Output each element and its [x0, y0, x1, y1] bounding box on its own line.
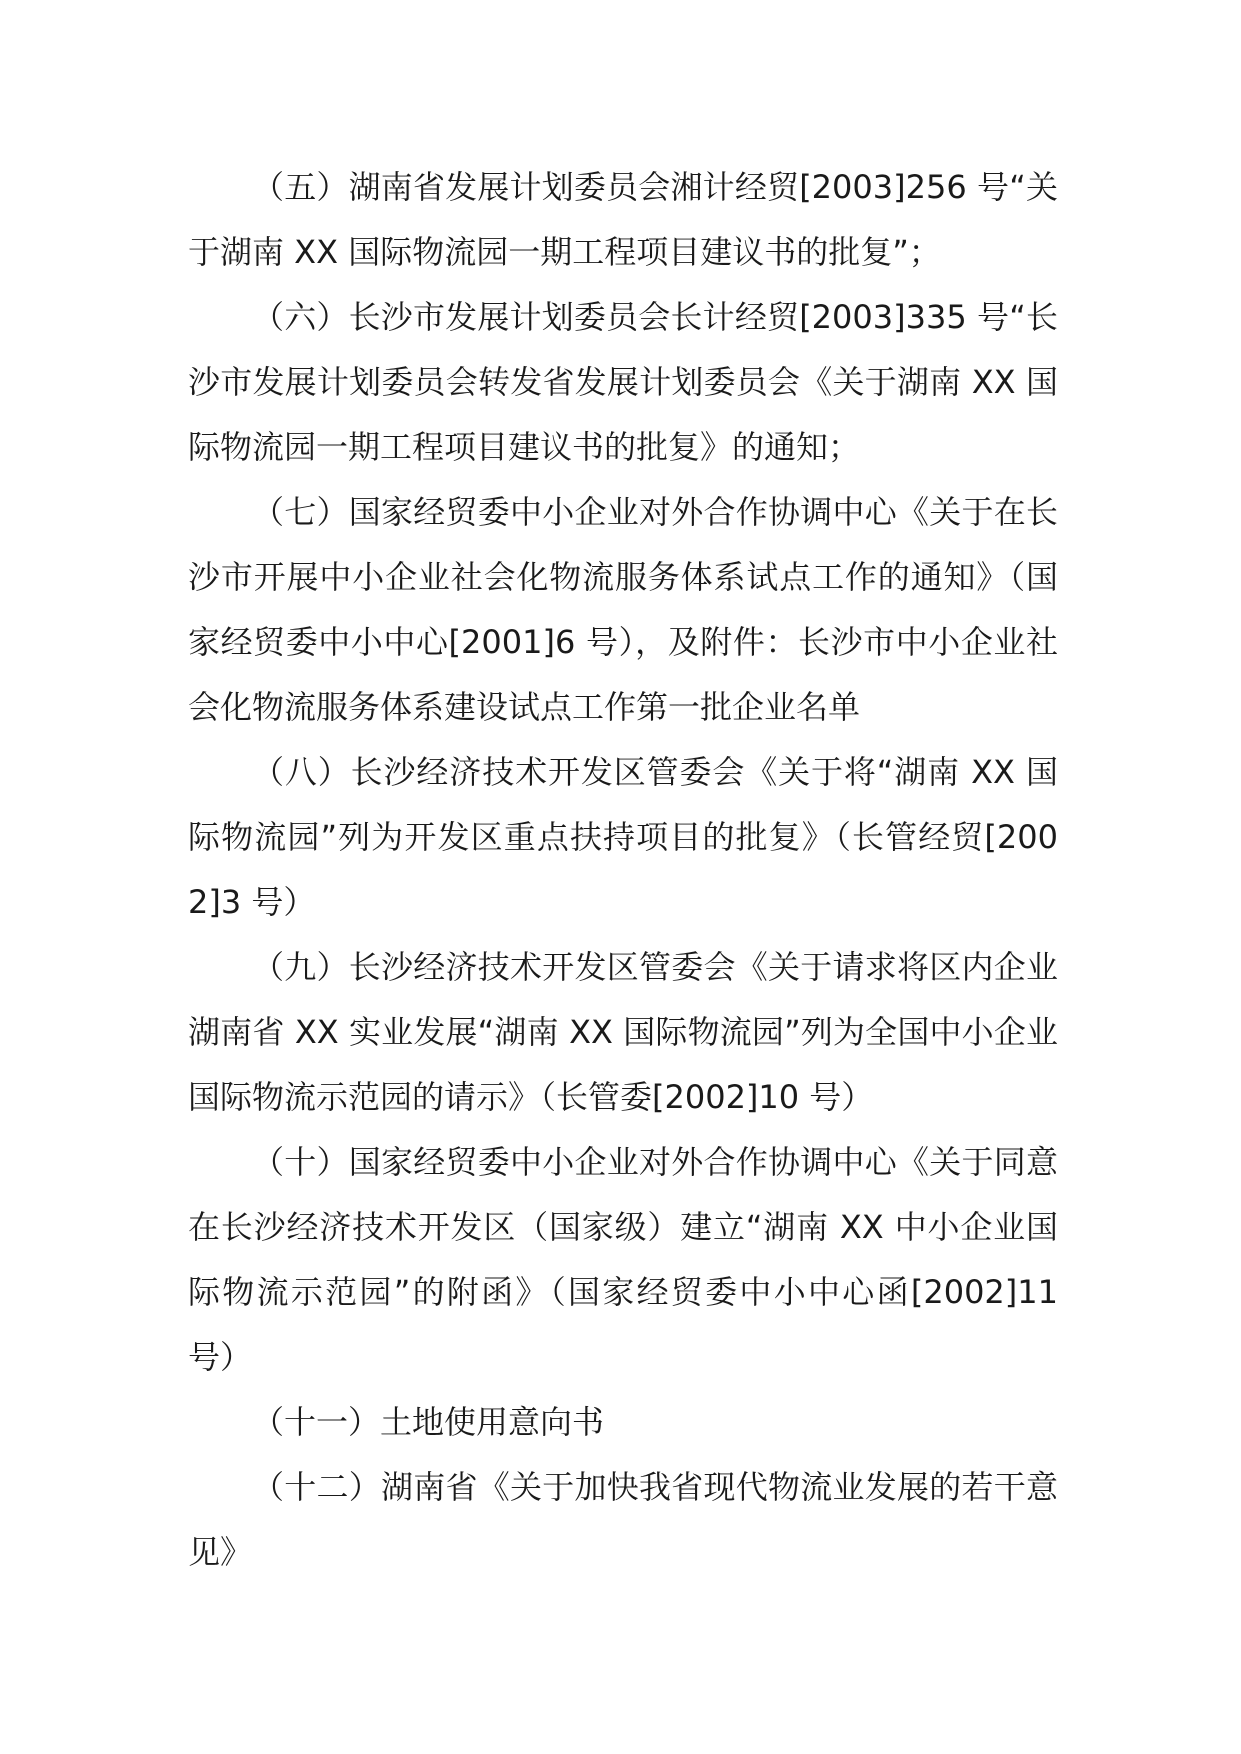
list-item: （十）国家经贸委中小企业对外合作协调中心《关于同意在长沙经济技术开发区（国家级）建立“湖南 XX 中小企业国际物流示范园”的附函》（国家经贸委中小中心函[2002]11 号） [188, 1143, 1058, 1376]
list-item: （十一）土地使用意向书 [252, 1403, 605, 1441]
list-item: （九）长沙经济技术开发区管委会《关于请求将区内企业湖南省 XX 实业发展“湖南 XX 国际物流园”列为全国中小企业国际物流示范园的请示》（长管委[2002]10 号） [188, 948, 1058, 1116]
document-body [188, 155, 1058, 1585]
list-item: （八）长沙经济技术开发区管委会《关于将“湖南 XX 国际物流园”列为开发区重点扶持项目的批复》（长管经贸[2002]3 号） [188, 753, 1058, 921]
list-item: （十二）湖南省《关于加快我省现代物流业发展的若干意见》 [188, 1468, 1058, 1571]
list-item: （六）长沙市发展计划委员会长计经贸[2003]335 号“长沙市发展计划委员会转发省发展计划委员会《关于湖南 XX 国际物流园一期工程项目建议书的批复》的通知； [188, 298, 1058, 466]
list-item: （五）湖南省发展计划委员会湘计经贸[2003]256 号“关于湖南 XX 国际物流园一期工程项目建议书的批复”； [188, 168, 1058, 271]
list-item: （七）国家经贸委中小企业对外合作协调中心《关于在长沙市开展中小企业社会化物流服务体系试点工作的通知》（国家经贸委中小中心[2001]6 号），及附件：长沙市中小企业社会化物流服务体系建设试点工作第一批企业名单 [188, 493, 1058, 726]
